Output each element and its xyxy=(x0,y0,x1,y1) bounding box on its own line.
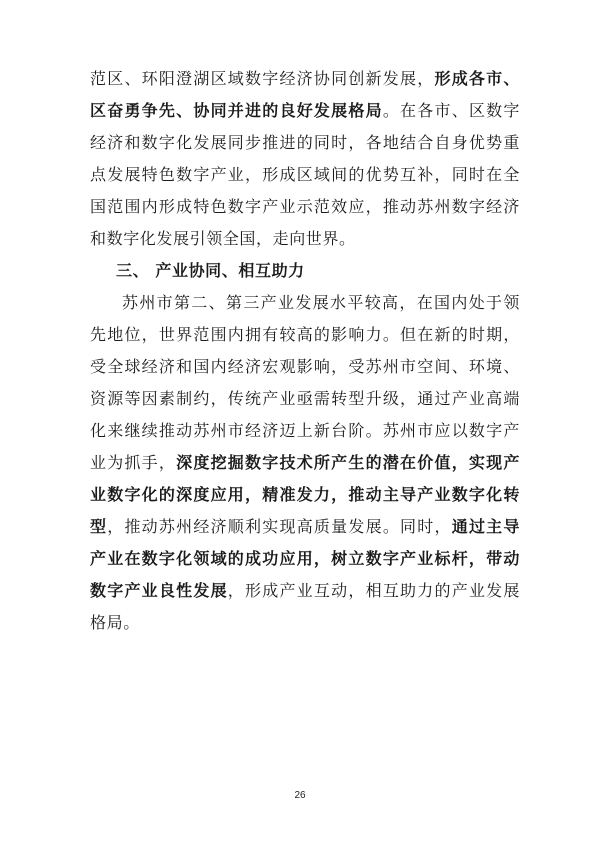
document-body xyxy=(90,63,520,639)
bold-text-run: 数字产业良性发展 xyxy=(90,581,228,600)
paragraph-2-line-8 xyxy=(90,511,520,543)
section-title: 产业协同、相互助力 xyxy=(155,261,305,280)
paragraph-1-line-3: 经济和数字化发展同步推进的同时，各地结合自身优势重 xyxy=(90,133,520,152)
text-run: 。在各市、区数字 xyxy=(382,101,520,120)
paragraph-2-line-11: 格局。 xyxy=(90,613,140,632)
paragraph-1-line-4: 点发展特色数字产业，形成区域间的优势互补，同时在全 xyxy=(90,165,520,184)
bold-text-run: 通过主导 xyxy=(451,517,520,536)
section-heading xyxy=(90,255,520,287)
text-run: ，推动苏州经济顺利实现高质量发展。同时， xyxy=(107,517,452,536)
paragraph-2-line-9 xyxy=(90,543,520,575)
paragraph-2-line-2: 先地位，世界范围内拥有较高的影响力。但在新的时期， xyxy=(90,325,520,344)
bold-text-run: 业数字化的深度应用，精准发力，推动主导产业数字化转 xyxy=(90,485,520,504)
paragraph-1-line-5: 国范围内形成特色数字产业示范效应，推动苏州数字经济 xyxy=(90,197,520,216)
paragraph-2-line-5: 化来继续推动苏州市经济迈上新台阶。苏州市应以数字产 xyxy=(90,421,520,440)
paragraph-2-line-10 xyxy=(90,575,520,607)
bold-text-run: 区奋勇争先、协同并进的良好发展格局 xyxy=(90,101,383,120)
section-number: 三、 xyxy=(116,261,150,280)
bold-text-run: 形成各市、 xyxy=(434,69,520,88)
paragraph-1-line-2 xyxy=(90,95,520,127)
text-run: 范区、环阳澄湖区域数字经济协同创新发展， xyxy=(90,69,435,88)
paragraph-2-line-4: 资源等因素制约，传统产业亟需转型升级，通过产业高端 xyxy=(90,389,520,408)
bold-text-run: 深度挖掘数字技术所产生的潜在价值，实现产 xyxy=(176,453,520,472)
paragraph-2-line-3: 受全球经济和国内经济宏观影响，受苏州市空间、环境、 xyxy=(90,357,520,376)
paragraph-2-line-1: 苏州市第二、第三产业发展水平较高，在国内处于领 xyxy=(122,293,520,312)
bold-text-run: 产业在数字化领域的成功应用，树立数字产业标杆，带动 xyxy=(90,549,520,568)
paragraph-1-line-1 xyxy=(90,63,520,95)
text-run: ，形成产业互动，相互助力的产业发展 xyxy=(227,581,520,600)
paragraph-2-line-7 xyxy=(90,479,520,511)
page-number: 26 xyxy=(294,790,306,801)
paragraph-1-line-6: 和数字化发展引领全国，走向世界。 xyxy=(90,229,356,248)
bold-text-run: 型 xyxy=(90,517,108,536)
paragraph-2-line-6 xyxy=(90,447,520,479)
text-run: 业为抓手， xyxy=(90,453,177,472)
